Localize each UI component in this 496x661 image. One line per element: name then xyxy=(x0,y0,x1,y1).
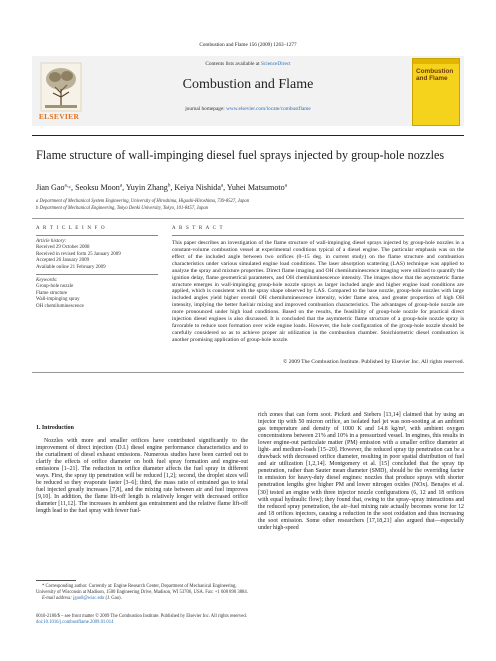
abstract-bottom-rule xyxy=(32,372,464,373)
contents-prefix: Contents lists available at xyxy=(205,61,261,67)
author[interactable]: Yuhei Matsumoto xyxy=(226,183,285,192)
sciencedirect-link[interactable]: ScienceDirect xyxy=(260,61,291,67)
author[interactable]: Keiya Nishida xyxy=(174,183,221,192)
homepage-link[interactable]: www.elsevier.com/locate/combustflame xyxy=(226,106,311,112)
keywords-label: Keywords: xyxy=(36,278,58,283)
email-suffix: (J. Gao). xyxy=(104,595,122,601)
article-info-label: A R T I C L E I N F O xyxy=(36,226,106,231)
history-label: Article history: xyxy=(36,239,67,244)
affiliation-b: b Department of Mechanical Engineering, Tokyo Denki University, Tokyo, 101-8457, Japan xyxy=(36,206,209,211)
body-column-left: Nozzles with more and smaller orifices have contributed significantly to the improvement of direct injection (D.I.) diesel engine performance characteristics and to the curtailment of diesel exhaust emissions. Numerous studies have been carried out to clarify the effects of orifice diameter on both fuel spray formation and engine-out emissions [1–21]. The reduction in orifice diameter affects the fuel spray in different ways. First, the spray tip penetration will be reduced [1,2]; second, the droplet sizes will be reduced so they evaporate faster [3–6]; third, the mass ratio of entrained gas to total fuel injected greatly increases [7,8], and the mixing rate between air and fuel improves [9,10]. In addition, the flame lift-off length is relatively longer with decreased orifice diameter [11,12]. The increases in ambient gas entrainment and the relative flame lift-off length lead to the fuel spray with fewer fuel- xyxy=(36,438,248,515)
affiliation-a: a Department of Mechanical System Engineering, University of Hiroshima, Higashi-Hiroshima, 739-8527, Japan xyxy=(36,199,250,204)
history-item: Received in revised form 25 January 2009 xyxy=(36,251,121,257)
footnote-text: * Corresponding author. Currently at: Engine Research Center, Department of Mechanical Engineering, University of Wisconsin at Madison, 1500 Engineering Drive, Madison, WI 53706, USA. Fax: +1 608 890 3884. xyxy=(36,584,248,595)
history-rule xyxy=(36,274,158,275)
footnote xyxy=(36,584,248,601)
author[interactable]: Seoksu Moon xyxy=(75,183,120,192)
author[interactable]: Jian Gao xyxy=(36,183,65,192)
doi-link[interactable]: doi:10.1016/j.combustflame.2009.01.014 xyxy=(36,620,114,625)
keyword: Group-hole nozzle xyxy=(36,284,74,290)
homepage-prefix: journal homepage: xyxy=(185,106,227,112)
copyright: © 2009 The Combustion Institute. Published by Elsevier Inc. All rights reserved. xyxy=(283,359,464,365)
history-item: Accepted 26 January 2009 xyxy=(36,258,90,264)
cover-band xyxy=(413,59,459,64)
article-history xyxy=(36,239,162,271)
publisher-name: ELSEVIER xyxy=(38,112,80,121)
journal-reference: Combustion and Flame 156 (2009) 1263–1277 xyxy=(199,42,297,48)
journal-cover xyxy=(412,58,460,126)
affiliation-rule xyxy=(32,218,464,219)
author-list: Jian Gao$^{a,}$*, Seoksu Moon$^a$, Yuyin Zhang$^b$, Keiya Nishida$^a$, Yuhei Matsumoto$^a$ xyxy=(36,183,287,192)
abstract-rule xyxy=(172,235,464,236)
keyword: Wall-impinging spray xyxy=(36,297,80,303)
abstract-label: A B S T R A C T xyxy=(172,226,224,231)
email-link[interactable]: jgao8@wisc.edu xyxy=(73,595,105,601)
history-item: Available online 21 February 2009 xyxy=(36,264,106,270)
article-info-rule xyxy=(36,235,158,236)
keyword: Flame structure xyxy=(36,290,68,296)
journal-title: Combustion and Flame xyxy=(182,77,314,92)
author[interactable]: Yuyin Zhang xyxy=(125,183,168,192)
issn-line: 0010-2180/$ – see front matter © 2009 The Combustion Institute. Published by Elsevier Inc. All rights reserved. xyxy=(36,614,247,619)
footnote-rule xyxy=(36,580,76,581)
abstract-text: This paper describes an investigation of the flame structure of wall-impinging diesel sprays injected by group-hole nozzles in a constant-volume combustion vessel at experimental conditions typical of a diesel engine. The particular emphasis was on the effect of the included angle between two orifices (0–15 deg. in current study) on the flame structure and combustion characteristics under various simulated engine load conditions. The laser absorption scattering (LAS) technique was applied to analyze the spray and mixture properties. Direct flame imaging and OH chemiluminescence imaging were utilized to quantify the ignition delay, flame geometrical parameters, and OH chemiluminescence intensity. The images show that the asymmetric flame structure emerges in wall-impinging group-hole nozzle sprays as larger included angle and higher engine load conditions are applied, which is consistent with the spray shape observed by LAS. Compared to the base nozzle, group-hole nozzles with large included angles yield higher overall OH chemiluminescence intensity, wider flame area, and greater proportion of high OH intensity, implying the better fuel/air mixing and improved combustion characteristics. The advantages of group-hole nozzle are more pronounced under high load conditions. Based on the results, the feasibility of group-hole nozzle for practical direct injection diesel engines is also discussed. It is concluded that the asymmetric flame structure of a group-hole nozzle spray is favorable to reduce soot formation over wide engine loads. However, the hole configuration of the group-hole nozzle should be carefully considered so as to achieve proper air utilization in the combustion chamber. Stoichiometric diesel combustion is another promising application of group-hole nozzle. xyxy=(172,240,464,343)
journal-masthead xyxy=(32,56,464,126)
journal-homepage xyxy=(32,106,464,112)
keywords xyxy=(36,278,162,310)
keyword: OH chemiluminescence xyxy=(36,303,84,309)
contents-line xyxy=(32,61,464,67)
history-item: Received 29 October 2008 xyxy=(36,245,90,251)
header-rule xyxy=(32,135,464,136)
body-column-right: rich zones that can form soot. Pickett and Siebers [13,14] claimed that by using an injector tip with 50 micron orifice, an isolated fuel jet was non-sooting at an ambient gas temperature and density of 1000 K and 14.8 kg/m³, with ambient oxygen concentrations between 21% and 10% in a pressurized vessel. In engines, this results in lower engine-out particulate matter (PM) emission with a smaller orifice diameter at light- and medium-loads [15–20]. However, the reduced spray tip penetration can be a drawback with decreased orifice diameter, resulting in poor spatial distribution of fuel and air utilization [1,2,14]. Montgomery et al. [15] concluded that the spray tip penetration, rather than Sauter mean diameter (SMD), should be the overriding factor in emission for heavy-duty diesel engines: nozzles that produce sprays with shorter penetration lengths give higher PM and lower nitrogen oxides (NOx). Benajes et al. [30] tested an engine with three injector nozzle configurations (6, 12 and 18 orifices with equal hydraulic flow); they found that, owing to the spray–spray interactions and the reduced spray penetration, the air–fuel mixing rate actually becomes worse for 12 and 18 orifices injectors, causing a reduction in the soot oxidation and thus increasing the soot emission. Some other researchers [17,18,21] also argued that—especially under high-speed xyxy=(258,412,464,531)
section-heading: 1. Introduction xyxy=(36,425,74,431)
article-title: Flame structure of wall-impinging diesel fuel sprays injected by group-hole nozzles xyxy=(36,148,445,162)
cover-title: Combustion and Flame xyxy=(416,68,454,82)
footnote-email-line xyxy=(36,596,248,602)
email-label: E-mail address: xyxy=(42,595,74,601)
